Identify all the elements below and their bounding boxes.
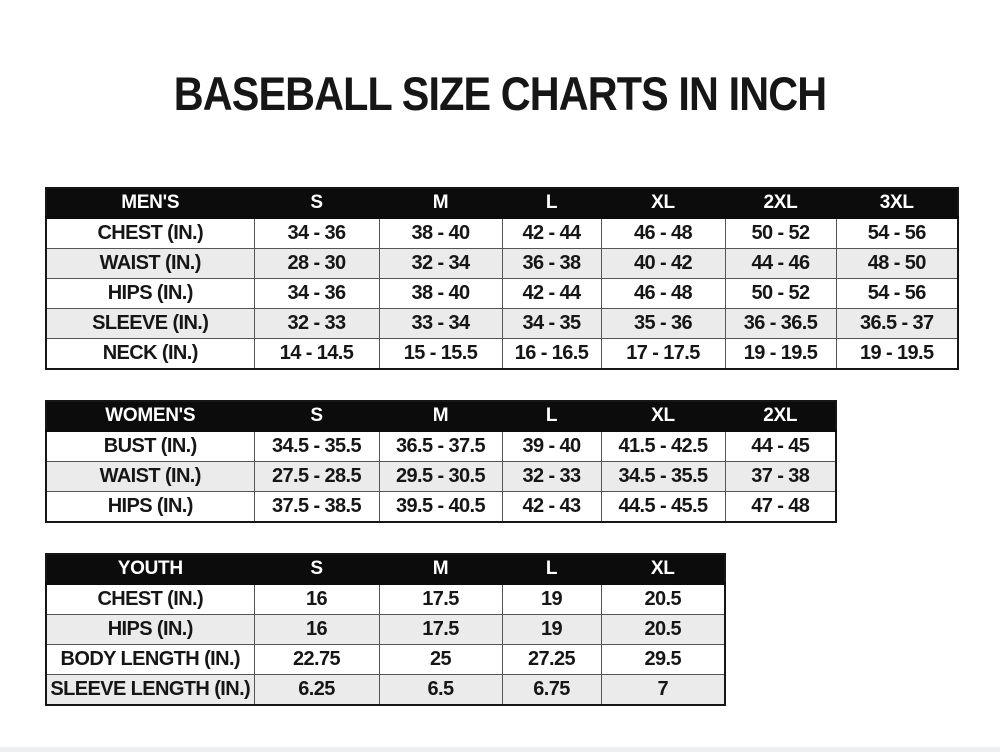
- column-header: L: [502, 401, 601, 431]
- size-value-cell: 38 - 40: [379, 218, 502, 249]
- size-value-cell: 38 - 40: [379, 279, 502, 309]
- size-value-cell: 20.5: [601, 584, 725, 615]
- table-row: [46, 309, 958, 339]
- size-value-cell: 27.25: [502, 645, 601, 675]
- size-value-cell: 36.5 - 37.5: [379, 431, 502, 462]
- size-value-cell: 46 - 48: [601, 218, 725, 249]
- size-value-cell: 39 - 40: [502, 431, 601, 462]
- size-value-cell: 32 - 33: [502, 462, 601, 492]
- size-value-cell: 42 - 44: [502, 279, 601, 309]
- size-value-cell: 25: [379, 645, 502, 675]
- table-row: [46, 492, 836, 523]
- row-label: WAIST (IN.): [46, 249, 254, 279]
- size-value-cell: 34.5 - 35.5: [601, 462, 725, 492]
- row-label: BUST (IN.): [46, 431, 254, 462]
- table-row: [46, 339, 958, 370]
- size-value-cell: 44 - 46: [725, 249, 836, 279]
- size-value-cell: 15 - 15.5: [379, 339, 502, 370]
- table-row: [46, 615, 725, 645]
- size-value-cell: 54 - 56: [836, 279, 958, 309]
- size-value-cell: 36 - 36.5: [725, 309, 836, 339]
- size-value-cell: 34 - 36: [254, 279, 379, 309]
- row-label: HIPS (IN.): [46, 492, 254, 523]
- row-label: CHEST (IN.): [46, 218, 254, 249]
- size-value-cell: 6.25: [254, 675, 379, 706]
- size-value-cell: 50 - 52: [725, 218, 836, 249]
- size-value-cell: 35 - 36: [601, 309, 725, 339]
- size-value-cell: 50 - 52: [725, 279, 836, 309]
- column-header: S: [254, 554, 379, 584]
- size-value-cell: 37.5 - 38.5: [254, 492, 379, 523]
- size-value-cell: 19: [502, 584, 601, 615]
- size-value-cell: 16: [254, 615, 379, 645]
- size-value-cell: 19 - 19.5: [836, 339, 958, 370]
- size-value-cell: 27.5 - 28.5: [254, 462, 379, 492]
- column-header: 2XL: [725, 188, 836, 218]
- size-value-cell: 29.5 - 30.5: [379, 462, 502, 492]
- row-label: SLEEVE (IN.): [46, 309, 254, 339]
- table-row: [46, 431, 836, 462]
- size-value-cell: 32 - 33: [254, 309, 379, 339]
- table-row: [46, 249, 958, 279]
- column-header: L: [502, 554, 601, 584]
- header-row: [46, 554, 725, 584]
- column-header: 3XL: [836, 188, 958, 218]
- row-label: WAIST (IN.): [46, 462, 254, 492]
- column-header: 2XL: [725, 401, 836, 431]
- table-row: [46, 218, 958, 249]
- size-value-cell: 36.5 - 37: [836, 309, 958, 339]
- table-row: [46, 584, 725, 615]
- column-header: XL: [601, 554, 725, 584]
- row-label: BODY LENGTH (IN.): [46, 645, 254, 675]
- youth-size-table: [45, 553, 726, 706]
- size-value-cell: 22.75: [254, 645, 379, 675]
- table-title-header: YOUTH: [46, 554, 254, 584]
- size-value-cell: 16 - 16.5: [502, 339, 601, 370]
- size-value-cell: 46 - 48: [601, 279, 725, 309]
- row-label: HIPS (IN.): [46, 279, 254, 309]
- table-title-header: MEN'S: [46, 188, 254, 218]
- size-value-cell: 19: [502, 615, 601, 645]
- size-value-cell: 16: [254, 584, 379, 615]
- size-value-cell: 42 - 43: [502, 492, 601, 523]
- row-label: SLEEVE LENGTH (IN.): [46, 675, 254, 706]
- size-value-cell: 34 - 36: [254, 218, 379, 249]
- size-value-cell: 17.5: [379, 615, 502, 645]
- size-value-cell: 44 - 45: [725, 431, 836, 462]
- size-value-cell: 29.5: [601, 645, 725, 675]
- size-value-cell: 7: [601, 675, 725, 706]
- row-label: NECK (IN.): [46, 339, 254, 370]
- size-value-cell: 19 - 19.5: [725, 339, 836, 370]
- size-value-cell: 28 - 30: [254, 249, 379, 279]
- size-value-cell: 48 - 50: [836, 249, 958, 279]
- header-row: [46, 188, 958, 218]
- column-header: M: [379, 188, 502, 218]
- size-value-cell: 44.5 - 45.5: [601, 492, 725, 523]
- size-value-cell: 34 - 35: [502, 309, 601, 339]
- size-value-cell: 33 - 34: [379, 309, 502, 339]
- womens-size-table: [45, 400, 837, 523]
- size-value-cell: 17 - 17.5: [601, 339, 725, 370]
- page-title: BASEBALL SIZE CHARTS IN INCH: [173, 67, 827, 120]
- column-header: M: [379, 401, 502, 431]
- size-value-cell: 32 - 34: [379, 249, 502, 279]
- size-value-cell: 17.5: [379, 584, 502, 615]
- column-header: S: [254, 188, 379, 218]
- table-row: [46, 675, 725, 706]
- table-row: [46, 462, 836, 492]
- table-row: [46, 279, 958, 309]
- size-value-cell: 47 - 48: [725, 492, 836, 523]
- row-label: CHEST (IN.): [46, 584, 254, 615]
- size-value-cell: 39.5 - 40.5: [379, 492, 502, 523]
- column-header: L: [502, 188, 601, 218]
- column-header: S: [254, 401, 379, 431]
- column-header: M: [379, 554, 502, 584]
- bottom-edge-strip: [0, 747, 1000, 752]
- size-value-cell: 37 - 38: [725, 462, 836, 492]
- row-label: HIPS (IN.): [46, 615, 254, 645]
- column-header: XL: [601, 401, 725, 431]
- size-value-cell: 54 - 56: [836, 218, 958, 249]
- size-value-cell: 34.5 - 35.5: [254, 431, 379, 462]
- size-value-cell: 14 - 14.5: [254, 339, 379, 370]
- table-row: [46, 645, 725, 675]
- table-title-header: WOMEN'S: [46, 401, 254, 431]
- size-value-cell: 42 - 44: [502, 218, 601, 249]
- size-value-cell: 40 - 42: [601, 249, 725, 279]
- size-value-cell: 20.5: [601, 615, 725, 645]
- column-header: XL: [601, 188, 725, 218]
- size-value-cell: 41.5 - 42.5: [601, 431, 725, 462]
- header-row: [46, 401, 836, 431]
- size-value-cell: 6.75: [502, 675, 601, 706]
- size-value-cell: 6.5: [379, 675, 502, 706]
- size-value-cell: 36 - 38: [502, 249, 601, 279]
- mens-size-table: [45, 187, 959, 370]
